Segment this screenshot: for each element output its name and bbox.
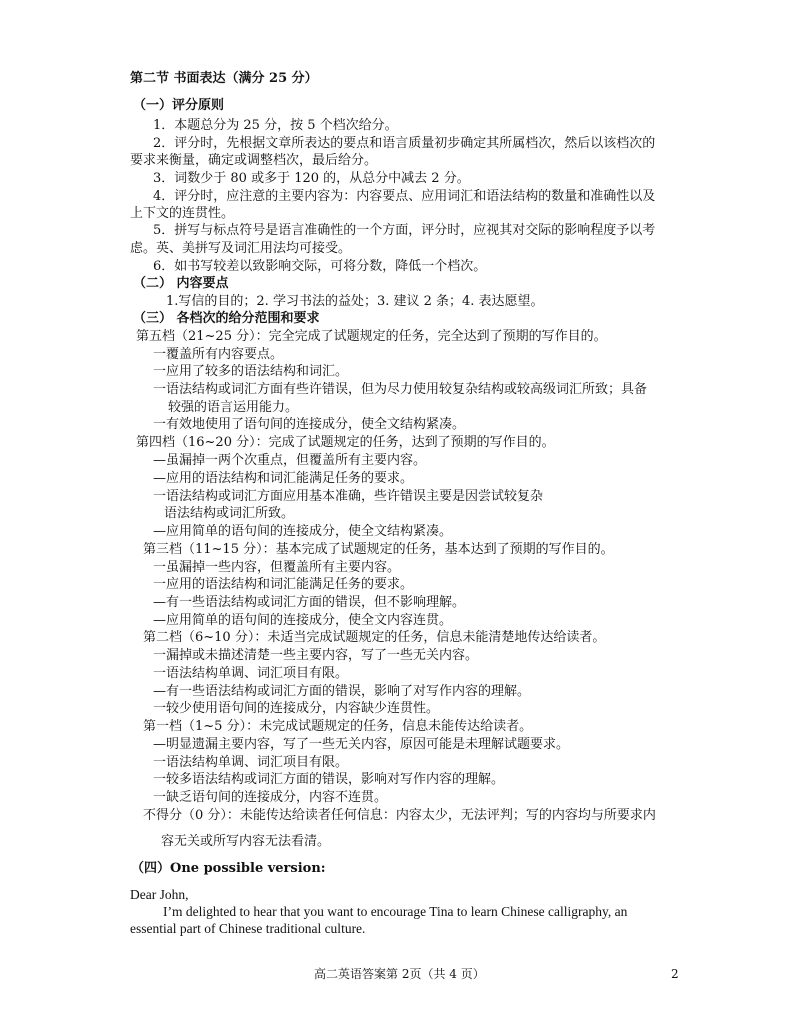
grade-heading: 第四档（16~20 分）：完成了试题规定的任务，达到了预期的写作目的。 [136,435,555,450]
grade-item: 一有效地使用了语句间的连接成分，使全文结构紧凑。 [153,417,466,432]
rule-line: 3．词数少于 80 或多于 120 的，从总分中减去 2 分。 [153,171,470,186]
grade-item: 一语法结构单调、词汇项目有限。 [153,755,349,770]
grade-heading: 第二档（6~10 分）：未适当完成试题规定的任务，信息未能清楚地传达给读者。 [143,630,606,645]
grade-item: —有一些语法结构或词汇方面的错误，但不影响理解。 [153,595,466,610]
grade-item: 一覆盖所有内容要点。 [153,347,284,362]
grade-item: 一较少使用语句间的连接成分，内容缺少连贯性。 [153,701,440,716]
grade-heading: 第三档（11~15 分）：基本完成了试题规定的任务，基本达到了预期的写作目的。 [143,542,614,557]
grade-item: 一语法结构单调、词汇项目有限。 [153,666,349,681]
grade-heading: 第一档（1~5 分）：未完成试题规定的任务，信息未能传达给读者。 [143,719,533,734]
grade-item: —明显遗漏主要内容，写了一些无关内容，原因可能是未理解试题要求。 [153,737,570,752]
grade-item: —应用简单的语句间的连接成分，使全文内容连贯。 [153,613,453,628]
part2-heading: （二） 内容要点 [133,276,229,291]
rule-line: 2．评分时，先根据文章所表达的要点和语言质量初步确定其所属档次，然后以该档次的 [153,136,656,151]
rule-line: 4．评分时，应注意的主要内容为：内容要点、应用词汇和语法结构的数量和准确性以及 [153,189,656,204]
rule-line: 虑。英、美拼写及词汇用法均可接受。 [130,241,352,256]
part3-heading: （三） 各档次的给分范围和要求 [133,311,320,326]
footer-page-info: 高二英语答案第 2页（共 4 页） [314,967,485,981]
grade-item: 语法结构或词汇所致。 [164,506,295,521]
grade-item: 一较多语法结构或词汇方面的错误，影响对写作内容的理解。 [153,772,505,787]
grade-heading: 不得分（0 分）：未能传达给读者任何信息：内容太少，无法评判；写的内容均与所要求内 [143,808,656,823]
letter-salutation: Dear John, [130,887,189,902]
grade-item: 一语法结构或词汇方面应用基本准确，些许错误主要是因尝试较复杂 [153,489,544,504]
grade-item: 一语法结构或词汇方面有些许错误，但为尽力使用较复杂结构或较高级词汇所致；具备 [153,382,648,397]
letter-body-line: I’m delighted to hear that you want to encourage Tina to learn Chinese calligraphy, an [163,904,628,919]
page-number: 2 [671,967,679,981]
grade-item: 较强的语言运用能力。 [168,400,299,415]
grade-item: 容无关或所写内容无法看清。 [161,834,331,849]
grade-item: 一缺乏语句间的连接成分，内容不连贯。 [153,790,388,805]
letter-body-line: essential part of Chinese traditional culture. [130,921,366,936]
part1-heading: （一）评分原则 [133,98,225,113]
grade-item: —虽漏掉一两个次重点，但覆盖所有主要内容。 [153,453,427,468]
grade-item: —应用的语法结构和词汇能满足任务的要求。 [153,471,414,486]
rule-line: 6．如书写较差以致影响交际，可将分数，降低一个档次。 [153,259,487,274]
part4-heading: （四）One possible version: [131,861,326,876]
section-title: 第二节 书面表达（满分 25 分） [130,71,318,86]
content-points: 1.写信的目的；2. 学习书法的益处；3. 建议 2 条；4. 表达愿望。 [166,294,544,309]
grade-item: 一虽漏掉一些内容，但覆盖所有主要内容。 [153,560,401,575]
grade-item: 一应用的语法结构和词汇能满足任务的要求。 [153,577,414,592]
grade-item: 一漏掉或未描述清楚一些主要内容，写了一些无关内容。 [153,648,479,663]
rule-line: 上下文的连贯性。 [130,206,235,221]
grade-item: —应用简单的语句间的连接成分，使全文结构紧凑。 [153,524,453,539]
grade-heading: 第五档（21~25 分）：完全完成了试题规定的任务，完全达到了预期的写作目的。 [136,329,607,344]
rule-line: 5．拼写与标点符号是语言准确性的一个方面，评分时，应视其对交际的影响程度予以考 [153,223,656,238]
grade-item: —有一些语法结构或词汇方面的错误，影响了对写作内容的理解。 [153,684,531,699]
rule-line: 要求来衡量，确定或调整档次，最后给分。 [130,153,378,168]
grade-item: 一应用了较多的语法结构和词汇。 [153,364,349,379]
rule-line: 1．本题总分为 25 分，按 5 个档次给分。 [153,118,398,133]
